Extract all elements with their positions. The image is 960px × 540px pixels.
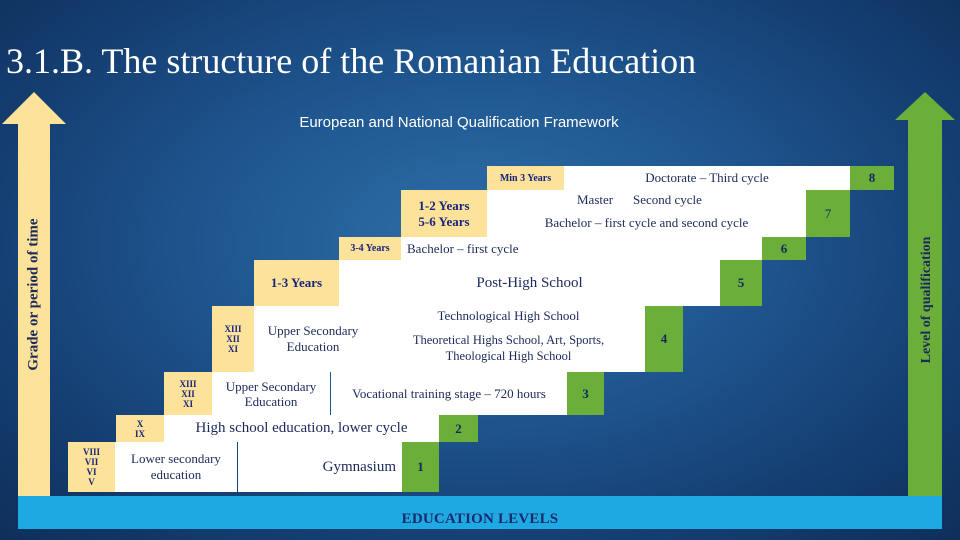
level8-duration: Min 3 Years: [487, 166, 564, 190]
level6-number: 6: [762, 237, 806, 260]
level2-number: 2: [439, 415, 478, 442]
level4-detail-top: Technological High School: [437, 308, 580, 323]
level7-name-c: Bachelor – first cycle and second cycle: [544, 215, 749, 230]
level7-duration-b: 5-6 Years: [418, 213, 470, 229]
level1-number: 1: [402, 442, 439, 492]
level2-name: High school education, lower cycle: [164, 415, 439, 442]
level4-name: Upper Secondary Education: [254, 306, 372, 372]
level4-number: 4: [645, 306, 683, 372]
level7-name-box: [487, 190, 806, 237]
level1-name: Lower secondary education: [115, 442, 237, 492]
level7-name-b: Second cycle: [633, 192, 702, 207]
level7-duration-a: 1-2 Years: [418, 197, 470, 213]
level6-name: Bachelor – first cycle: [401, 237, 762, 260]
level1-school: Gymnasium: [238, 442, 402, 492]
level4-detail-bottom: Theoretical Highs School, Art, Sports, Theological High School: [412, 333, 605, 363]
level3-number: 3: [567, 372, 604, 415]
left-axis-label: Grade or period of time: [25, 218, 42, 371]
level7-name-a: Master: [577, 192, 614, 207]
bottom-label: EDUCATION LEVELS: [401, 511, 559, 527]
level5-number: 5: [720, 260, 762, 306]
level7-number: 7: [806, 190, 850, 237]
level8-name: Doctorate – Third cycle: [564, 166, 850, 190]
level5-duration: 1-3 Years: [254, 260, 339, 306]
level3-name: Upper Secondary Education: [212, 372, 330, 415]
level6-duration: 3-4 Years: [339, 237, 401, 260]
slide-title: 3.1.B. The structure of the Romanian Education: [6, 41, 697, 81]
right-axis-label: Level of qualification: [919, 236, 934, 364]
slide-subtitle: European and National Qualification Framework: [299, 114, 619, 131]
education-levels-bar: [18, 496, 942, 529]
level4-grades: XIII XII XI: [212, 306, 254, 372]
level3-detail: Vocational training stage – 720 hours: [331, 372, 567, 415]
level7-duration: [401, 190, 487, 237]
level1-grades: VIII VII VI V: [68, 442, 115, 492]
level8-number: 8: [850, 166, 894, 190]
level4-detail-box: [372, 306, 645, 372]
level2-grades: X IX: [116, 415, 164, 442]
level5-name: Post-High School: [339, 260, 720, 306]
level3-grades: XIII XII XI: [164, 372, 212, 415]
